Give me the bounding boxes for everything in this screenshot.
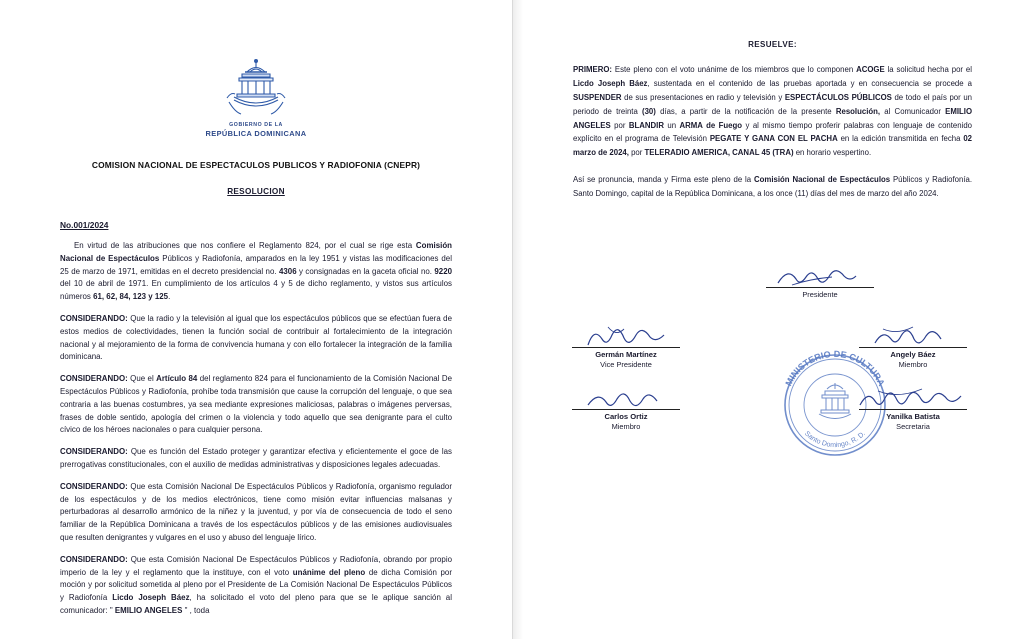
- page-gutter-shadow: [513, 0, 523, 639]
- signature-secretaria: [838, 383, 988, 432]
- document-kind: RESOLUCION: [227, 187, 285, 196]
- emblem-caption: [60, 122, 452, 138]
- paragraph-closing: Así se pronuncia, manda y Firma este pleno de la Comisión Nacional de Espectáculos Públicos y Radiofonía. Santo Domingo, capital de la República Dominicana, a los once (11) días del mes de marzo del año 2024.: [573, 175, 973, 198]
- paragraph-primero: PRIMERO: Este pleno con el voto unánime de los miembros que lo componen ACOGE la solicitud hecha por el Licdo Joseph Báez, sustentada en el contenido de las pruebas aportada y en consecuencia se procede a SUSPENDER de sus presentaciones en radio y televisión y ESPECTÁCULOS PÚBLICOS de todo el país por un periodo de treinta (30) días, a partir de la notificación de la presente Resolución, al Comunicador EMILIO ANGELES por BLANDIR un ARMA de Fuego y al mismo tiempo proferir palabras con lenguaje de contenido explícito en el programa de Televisión PEGATE Y GANA CON EL PACHA en la edición transmitida en fecha 02 marzo de 2024, por TELERADIO AMERICA, CANAL 45 (TRA) en horario vespertino.: [573, 65, 973, 158]
- signature-name: Angely Báez: [890, 349, 936, 359]
- signature-role: Vice Presidente: [600, 359, 652, 369]
- emblem-country-name: REPÚBLICA DOMINICANA: [205, 129, 307, 138]
- signature-role: Miembro: [611, 421, 641, 431]
- paragraph-considerando-3: CONSIDERANDO: Que es función del Estado proteger y garantizar efectiva y eficientemente el goce de las prerrogativas constitucionales, con el auxilio de medidas administrativas y disposiciones legales adecuadas.: [60, 447, 452, 469]
- paragraph-considerando-4: CONSIDERANDO: Que esta Comisión Nacional De Espectáculos Públicos y Radiofonía, organismo regulador de los espectáculos y de los medios electrónicos, tiene como misión evitar influencias malsanas y perturbadoras al desarrollo armónico de la niñez y la juventud, y por vía de consecuencia de todo el seno familiar de la República Dominicana a través de los espectáculos públicos y de las emisiones audiovisuales que resulten denigrantes y vulgares en el uso y abuso del lenguaje lírico.: [60, 481, 452, 542]
- signature-vice-presidente: [551, 321, 701, 370]
- signature-scribble: [838, 383, 988, 409]
- resolve-heading: RESUELVE:: [748, 40, 797, 49]
- coat-of-arms: [60, 58, 452, 138]
- signature-miembro-angely: [838, 321, 988, 370]
- dominican-republic-coat-of-arms-icon: [219, 58, 293, 116]
- svg-text:MINISTERIO DE CULTURA: MINISTERIO DE CULTURA: [783, 348, 887, 388]
- paragraph-considerando-2: CONSIDERANDO: Que el Artículo 84 del reglamento 824 para el funcionamiento de la Comisión Nacional De Espectáculos Públicos y Radiofonía, prohíbe toda transmisión que cause la corrupción del lenguaje, o que sea contraria a las buenas costumbres, ya sea mediante expresiones maliciosas, palabras o imágenes perversas, frases de doble sentido, apología del crimen o la violencia y todo aquello que sea denigrante para el culto cívico de los héroes nacionales o para cualquier persona.: [60, 374, 453, 435]
- organization-title: COMISION NACIONAL DE ESPECTACULOS PUBLICOS Y RADIOFONIA (CNEPR): [91, 160, 421, 170]
- signature-scribble: [838, 321, 988, 347]
- signature-presidente: [745, 261, 895, 300]
- signature-miembro-carlos: [551, 383, 701, 432]
- signature-area: [573, 261, 972, 511]
- signature-scribble: [551, 321, 701, 347]
- signature-scribble: [551, 383, 701, 409]
- signature-role: Presidente: [802, 289, 838, 299]
- document-page-right: [512, 0, 1024, 639]
- signature-scribble: [745, 261, 895, 287]
- signature-role: Miembro: [898, 359, 928, 369]
- signature-role: Secretaria: [896, 421, 930, 431]
- document-number: No.001/2024: [60, 220, 109, 230]
- signature-name: Carlos Ortiz: [604, 411, 648, 421]
- signature-name: Germán Martínez: [595, 349, 657, 359]
- signature-name: Yanilka Batista: [886, 411, 940, 421]
- emblem-top-caption: GOBIERNO DE LA: [229, 122, 283, 128]
- paragraph-considerando-1: CONSIDERANDO: Que la radio y la televisión al igual que los espectáculos públicos que se efectúan fuera de estos medios de colectividades, tienen la función social de contribuir al fortalecimiento de la integración nacional y al mejoramiento de la forma de convivencia humana y con ello fortalecer la integración de la familia dominicana.: [60, 313, 452, 362]
- paragraph-intro: En virtud de las atribuciones que nos confiere el Reglamento 824, por el cual se rige esta Comisión Nacional de Espectáculos Públicos y Radiofonía, amparados en la ley 1951 y vistas las modificaciones del 25 de marzo de 1971, emitidas en el decreto presidencial no. 4306 y consignadas en la gaceta oficial no. 9220 del 10 de abril de 1971. En cumplimiento de los artículos 4 y 5 de dicho reglamento, y vistos sus artículos números 61, 62, 84, 123 y 125.: [60, 241, 453, 302]
- svg-text:Santo Domingo, R. D.: Santo Domingo, R. D.: [803, 430, 867, 449]
- paragraph-considerando-5: CONSIDERANDO: Que esta Comisión Nacional De Espectáculos Públicos y Radiofonía, obrando por propio imperio de la ley y el reglamento que la instituye, con el voto unánime del pleno de dicha Comisión por moción y por solicitud sometida al pleno por el Presidente de La Comisión Nacional De Espectáculos Públicos y Radiofonía Licdo Joseph Báez, ha solicitado el voto del pleno para que se le aplique sanción al comunicador: " EMILIO ANGELES " , toda: [60, 554, 452, 615]
